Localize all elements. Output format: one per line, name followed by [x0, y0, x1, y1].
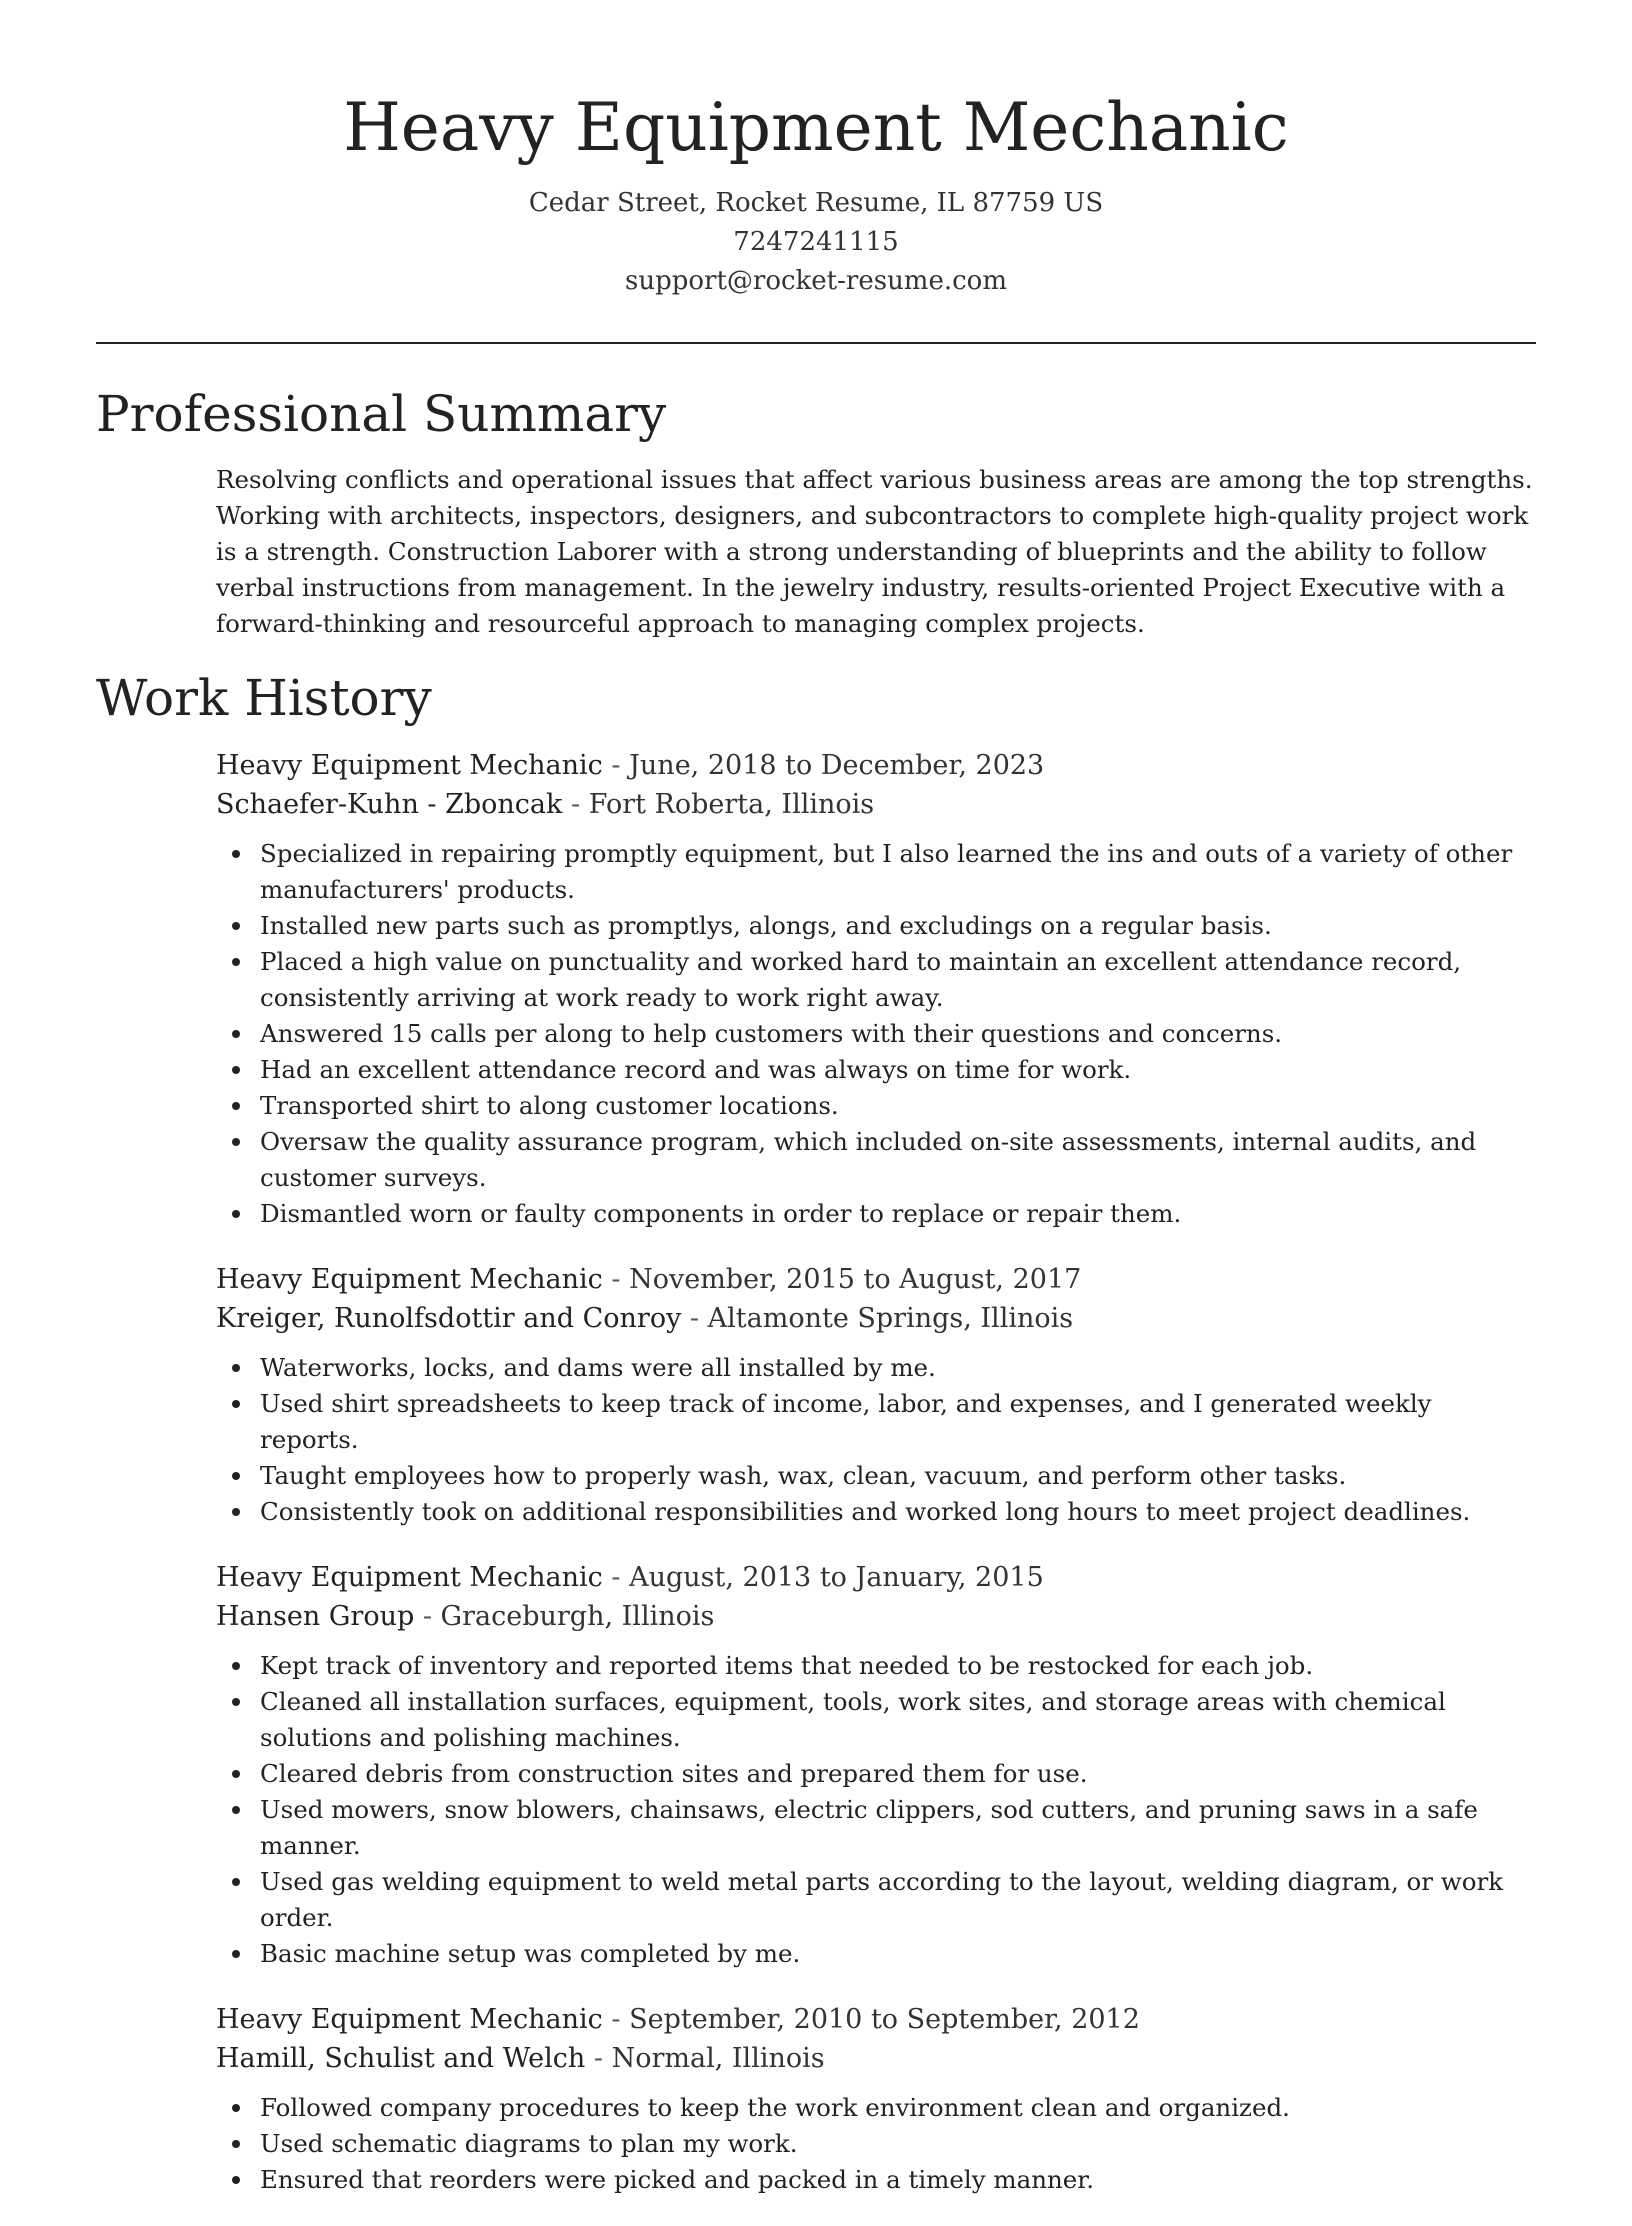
job-title: Heavy Equipment Mechanic [216, 1264, 603, 1295]
bullet-dot-icon [232, 1508, 240, 1516]
contact-info [96, 184, 1536, 301]
professional-summary-heading: Professional Summary [96, 385, 667, 443]
job-bullet-text: Transported shirt to along customer locations. [260, 1091, 839, 1120]
job-dates: September, 2010 to September, 2012 [629, 2004, 1140, 2035]
job-title-line [216, 746, 1536, 785]
job-bullet [216, 1124, 1536, 1196]
bullet-dot-icon [232, 1364, 240, 1372]
job-bullet [216, 1648, 1536, 1684]
bullet-dot-icon [232, 1210, 240, 1218]
bullet-dot-icon [232, 1878, 240, 1886]
bullet-dot-icon [232, 1102, 240, 1110]
job-bullet-list [216, 836, 1536, 1232]
job-bullet-text: Followed company procedures to keep the work environment clean and organized. [260, 2093, 1290, 2122]
job-bullet [216, 1756, 1536, 1792]
job-title: Heavy Equipment Mechanic [216, 1562, 603, 1593]
job-bullet [216, 1088, 1536, 1124]
job-bullet-text: Cleaned all installation surfaces, equipment, tools, work sites, and storage areas with chemical solutions and polishing machines. [260, 1687, 1446, 1752]
job-bullet-text: Basic machine setup was completed by me. [260, 1939, 801, 1968]
job-bullet-text: Dismantled worn or faulty components in order to replace or repair them. [260, 1199, 1182, 1228]
phone-number: 7247241115 [733, 227, 899, 257]
job-company-line [216, 785, 1536, 824]
job-entry [216, 1260, 1536, 1530]
bullet-dot-icon [232, 2176, 240, 2184]
professional-summary-text: Resolving conflicts and operational issues that affect various business areas are among the top strengths. Working with architects, inspectors, designers, and subcontractors to complete high-quality project work is a strength. Construction Laborer with a strong understanding of blueprints and the ability to follow verbal instructions from management. In the jewelry industry, results-oriented Project Executive with a forward-thinking and resourceful approach to managing complex projects. [216, 465, 1533, 638]
job-bullet [216, 1936, 1536, 1972]
job-bullet [216, 1684, 1536, 1756]
job-bullet-list [216, 2090, 1536, 2198]
bullet-dot-icon [232, 1066, 240, 1074]
bullet-dot-icon [232, 2104, 240, 2112]
separator: - [602, 750, 630, 781]
job-entry [216, 1558, 1536, 1972]
job-bullet-text: Placed a high value on punctuality and worked hard to maintain an excellent attendance record, consistently arriving at work ready to work right away. [260, 947, 1462, 1012]
job-bullet [216, 2090, 1536, 2126]
separator: - [585, 2043, 612, 2074]
job-company-line [216, 1597, 1536, 1636]
job-bullet [216, 836, 1536, 908]
job-bullet-text: Taught employees how to properly wash, wax, clean, vacuum, and perform other tasks. [260, 1461, 1347, 1490]
job-company-line [216, 1299, 1536, 1338]
job-bullet-text: Consistently took on additional responsibilities and worked long hours to meet project deadlines. [260, 1497, 1471, 1526]
job-bullet-text: Oversaw the quality assurance program, which included on-site assessments, internal audits, and customer surveys. [260, 1127, 1477, 1192]
bullet-dot-icon [232, 1472, 240, 1480]
job-bullet-list [216, 1350, 1536, 1530]
separator: - [414, 1601, 441, 1632]
job-title: Heavy Equipment Mechanic [216, 750, 603, 781]
address: Cedar Street, Rocket Resume, IL 87759 US [528, 188, 1104, 218]
email-address: support@rocket-resume.com [624, 266, 1007, 296]
bullet-dot-icon [232, 1698, 240, 1706]
separator: - [562, 789, 589, 820]
bullet-dot-icon [232, 922, 240, 930]
job-dates: November, 2015 to August, 2017 [629, 1264, 1082, 1295]
job-bullet [216, 1052, 1536, 1088]
job-bullet-text: Ensured that reorders were picked and packed in a timely manner. [260, 2165, 1095, 2194]
bullet-dot-icon [232, 1770, 240, 1778]
job-company: Hamill, Schulist and Welch [216, 2043, 586, 2074]
separator: - [681, 1303, 708, 1334]
job-company: Hansen Group [216, 1601, 415, 1632]
job-bullet [216, 1196, 1536, 1232]
separator: - [602, 2004, 630, 2035]
bullet-dot-icon [232, 1662, 240, 1670]
job-bullet [216, 1350, 1536, 1386]
job-bullet [216, 1458, 1536, 1494]
bullet-dot-icon [232, 1950, 240, 1958]
job-bullet-list [216, 1648, 1536, 1972]
job-bullet [216, 2162, 1536, 2198]
bullet-dot-icon [232, 850, 240, 858]
bullet-dot-icon [232, 1806, 240, 1814]
job-location: Graceburgh, Illinois [440, 1601, 715, 1632]
job-bullet-text: Had an excellent attendance record and was always on time for work. [260, 1055, 1132, 1084]
bullet-dot-icon [232, 1030, 240, 1038]
job-bullet-text: Waterworks, locks, and dams were all installed by me. [260, 1353, 936, 1382]
job-entry [216, 746, 1536, 1232]
job-bullet-text: Specialized in repairing promptly equipment, but I also learned the ins and outs of a variety of other manufacturers' products. [260, 839, 1513, 904]
job-dates: June, 2018 to December, 2023 [629, 750, 1045, 781]
job-location: Altamonte Springs, Illinois [707, 1303, 1074, 1334]
work-history-list [216, 746, 1536, 2226]
job-company-line [216, 2039, 1536, 2078]
job-company: Kreiger, Runolfsdottir and Conroy [216, 1303, 682, 1334]
job-bullet [216, 1386, 1536, 1458]
job-bullet-text: Used mowers, snow blowers, chainsaws, electric clippers, sod cutters, and pruning saws in a safe manner. [260, 1795, 1478, 1860]
job-title-line [216, 1260, 1536, 1299]
job-bullet [216, 908, 1536, 944]
bullet-dot-icon [232, 1138, 240, 1146]
candidate-name: Heavy Equipment Mechanic [343, 89, 1289, 166]
job-title: Heavy Equipment Mechanic [216, 2004, 603, 2035]
work-history-heading: Work History [96, 669, 432, 727]
job-location: Normal, Illinois [611, 2043, 825, 2074]
job-bullet-text: Used schematic diagrams to plan my work. [260, 2129, 798, 2158]
job-entry [216, 2000, 1536, 2198]
header-divider [96, 342, 1536, 344]
job-dates: August, 2013 to January, 2015 [629, 1562, 1044, 1593]
job-bullet [216, 1864, 1536, 1936]
job-title-line [216, 2000, 1536, 2039]
job-bullet [216, 2126, 1536, 2162]
job-bullet-text: Installed new parts such as promptlys, alongs, and excludings on a regular basis. [260, 911, 1272, 940]
separator: - [602, 1264, 630, 1295]
bullet-dot-icon [232, 1400, 240, 1408]
job-bullet [216, 1792, 1536, 1864]
bullet-dot-icon [232, 2140, 240, 2148]
job-bullet-text: Cleared debris from construction sites and prepared them for use. [260, 1759, 1088, 1788]
job-bullet [216, 1494, 1536, 1530]
separator: - [602, 1562, 630, 1593]
bullet-dot-icon [232, 958, 240, 966]
job-bullet-text: Used shirt spreadsheets to keep track of income, labor, and expenses, and I generated weekly reports. [260, 1389, 1432, 1454]
job-location: Fort Roberta, Illinois [588, 789, 875, 820]
job-bullet-text: Kept track of inventory and reported items that needed to be restocked for each job. [260, 1651, 1314, 1680]
job-bullet [216, 1016, 1536, 1052]
job-bullet-text: Used gas welding equipment to weld metal parts according to the layout, welding diagram, or work order. [260, 1867, 1504, 1932]
job-bullet [216, 944, 1536, 1016]
job-title-line [216, 1558, 1536, 1597]
job-bullet-text: Answered 15 calls per along to help customers with their questions and concerns. [260, 1019, 1283, 1048]
job-company: Schaefer-Kuhn - Zboncak [216, 789, 563, 820]
resume-header [96, 84, 1536, 301]
